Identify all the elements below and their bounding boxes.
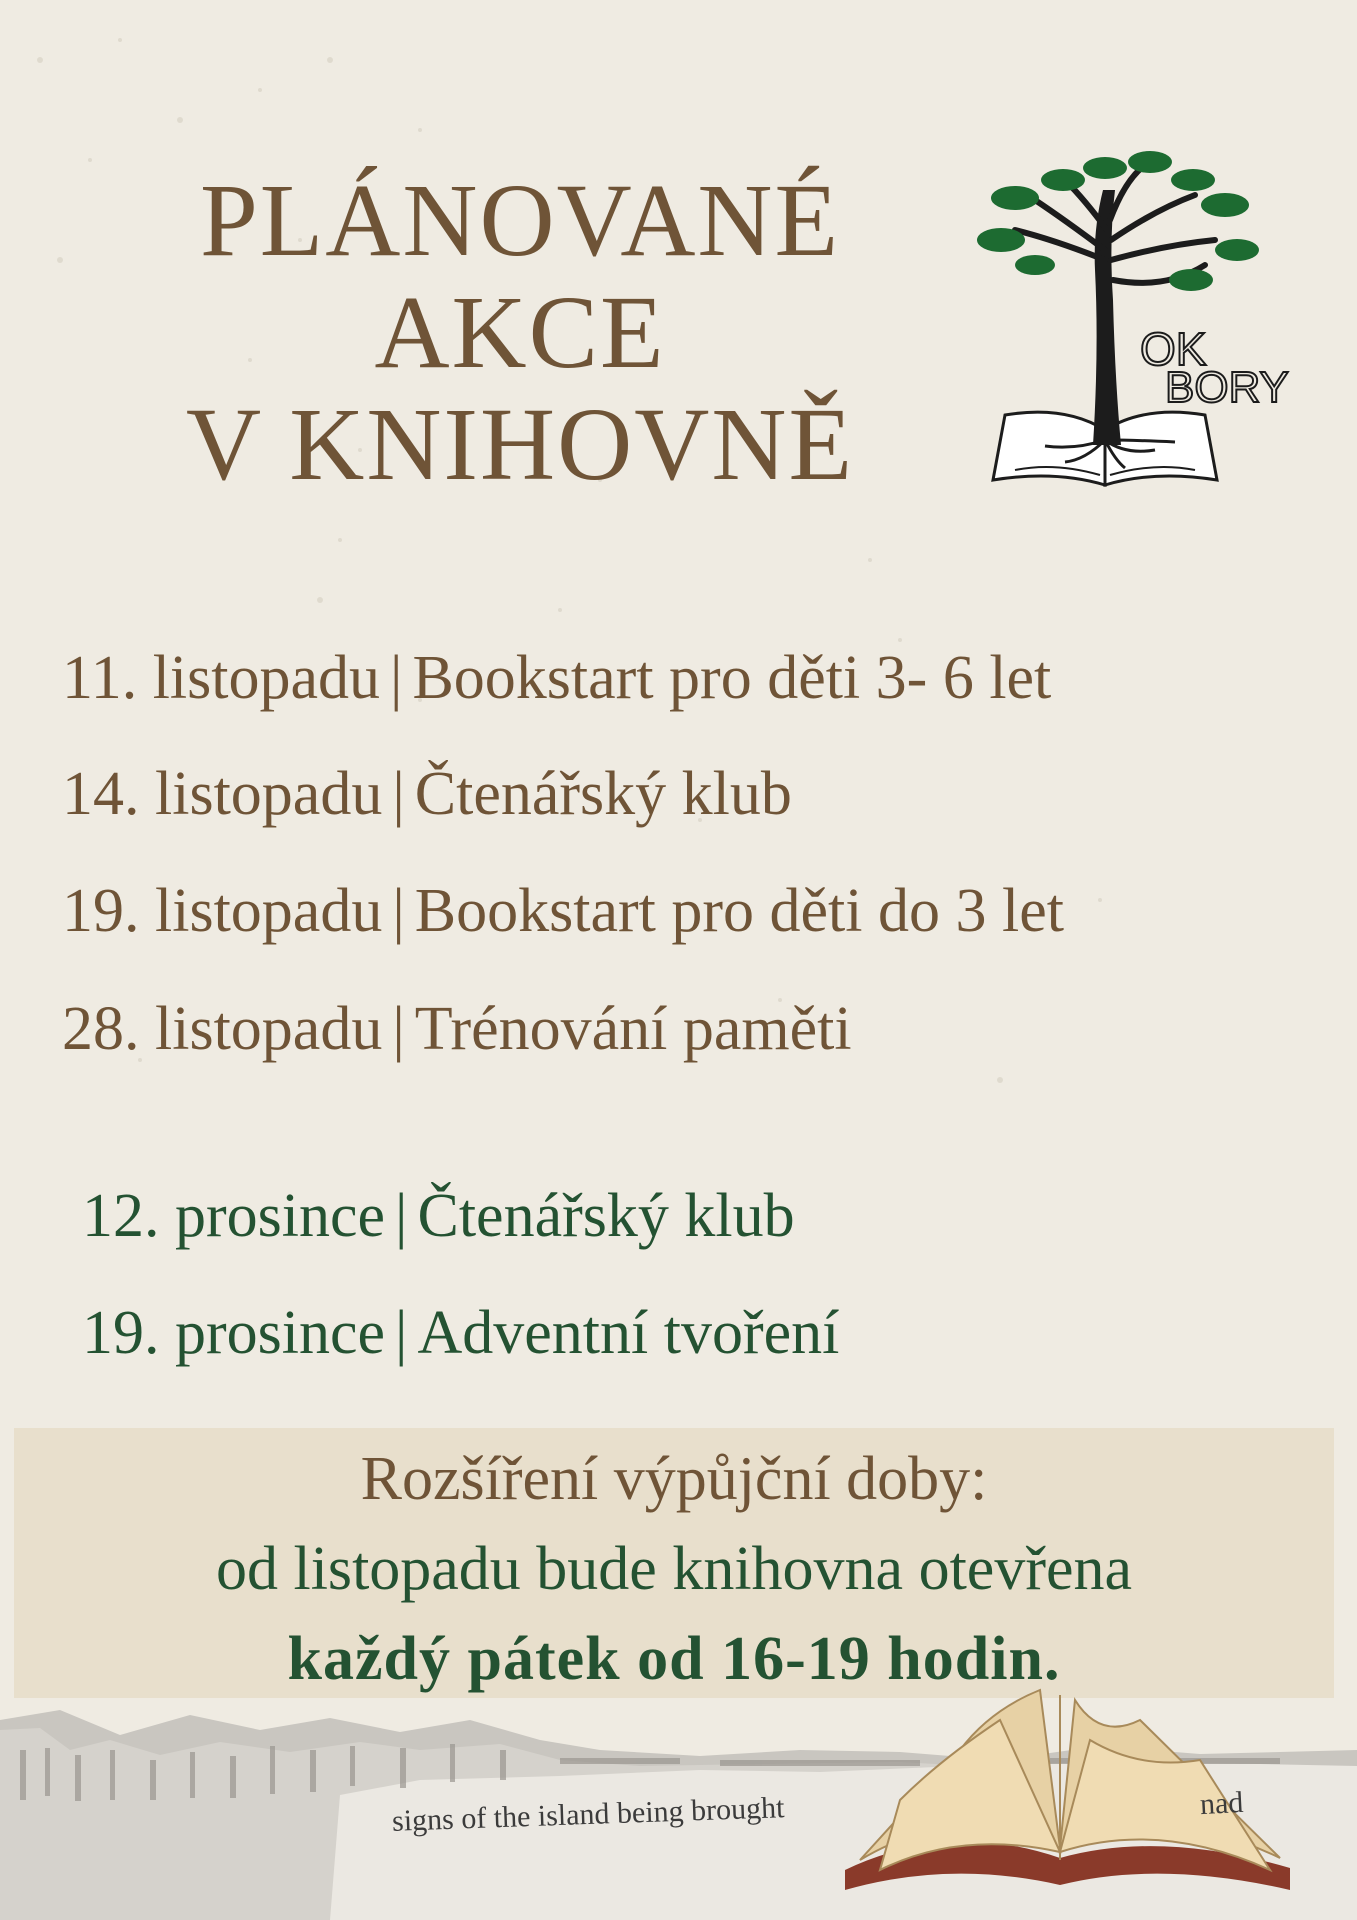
event-item — [62, 875, 1064, 947]
notice-line-1: od listopadu bude knihovna otevřena — [215, 1535, 1132, 1603]
notice-line-2: každý pátek od 16-19 hodin. — [287, 1625, 1061, 1693]
event-date: 19. prosince — [82, 1299, 386, 1367]
logo-text-ok: OK — [1140, 323, 1207, 375]
title-line-3: V KNIHOVNĚ — [185, 387, 855, 502]
tree-on-book-logo-icon — [975, 150, 1295, 495]
event-separator: | — [390, 644, 403, 712]
page-title — [110, 165, 930, 501]
event-separator: | — [392, 877, 405, 945]
notice-heading: Rozšíření výpůjční doby: — [360, 1445, 988, 1513]
event-separator: | — [395, 1299, 408, 1367]
event-date: 19. listopadu — [62, 877, 383, 945]
event-date: 11. listopadu — [62, 644, 381, 712]
event-name: Čtenářský klub — [414, 760, 792, 828]
event-name: Bookstart pro děti 3- 6 let — [412, 644, 1052, 712]
event-separator: | — [392, 760, 405, 828]
event-item — [82, 1297, 839, 1369]
title-line-1: PLÁNOVANÉ — [199, 163, 841, 278]
event-date: 12. prosince — [82, 1182, 386, 1250]
event-date: 14. listopadu — [62, 760, 383, 828]
event-name: Adventní tvoření — [417, 1299, 840, 1367]
event-name: Čtenářský klub — [417, 1182, 795, 1250]
torn-paper-text-right: nad — [1199, 1785, 1245, 1822]
event-name: Trénování paměti — [414, 995, 852, 1063]
event-name: Bookstart pro děti do 3 let — [414, 877, 1064, 945]
opening-hours-notice — [14, 1428, 1334, 1698]
logo-text-bory: BORY — [1165, 363, 1289, 412]
event-separator: | — [395, 1182, 408, 1250]
torn-paper-text: signs of the island being brought — [391, 1791, 785, 1838]
event-item — [62, 993, 852, 1065]
title-line-2: AKCE — [374, 275, 666, 390]
event-item — [82, 1180, 795, 1252]
event-item — [62, 758, 792, 830]
event-separator: | — [392, 995, 405, 1063]
event-date: 28. listopadu — [62, 995, 383, 1063]
event-item — [62, 642, 1051, 714]
